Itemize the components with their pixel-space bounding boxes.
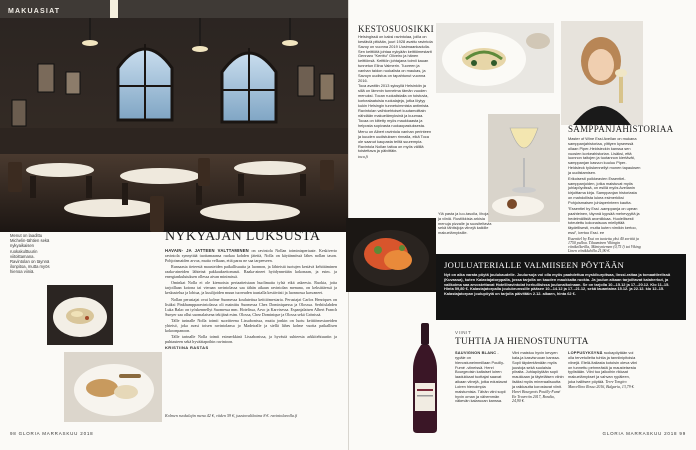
body-paragraph: Toca avattiin 2013 syksyllä Helsinkiin ja sillä on lämmin tunnelma tämän vuoden menuksi. Tocan ruokalistalla on toistuvia, korkealaatuisia ruokalajeja, jotka löytyy kukin Helsingin tunnetuimmista antimista. Ravintolan vaihtoehtoiset kuutamoittain nähdään makuelämyksinä ja kuumaa. [358,83,430,118]
jouluateria-box [436,254,686,320]
article-headline: NYKYAJAN LUKSUSTA [165,229,321,244]
wine-3-title: LOPPUSYKSYNÄ [568,350,603,355]
body-paragraph: Tocaa on kiitetty myös maukkaasta ja helposta sopivasta ruokaopastuksesta. [358,118,426,129]
wine-2-text: Viini maistuu hyvin kevyen kala-ja kasvisruoan kanssa. Sopii täydentämään myös juustoja sekä suolaisia piiraita. Juhlapöytään sopii maukkaan ja täyteläisen viinin lisäksi myös mineraalisuutta ja raikkautta korostavat viinit. [512,350,564,389]
article-body [165,248,337,351]
tuhtia-headline: TUHTIA JA HIENOSTUNUTTA [455,337,589,347]
body-paragraph: Ominkat Nolla ei ole kiemoista periaatteistaan huolimatta tylsä eikä askeesia. Ruokia, joita tarjoillaan kotona tai vieraan ravintolassa saa tähän aikaan ravintolan menuna, on keksittäessä ja keskustelua ja lohtua, ja kuulijoiden muun tuoreuden taustalla kestävästi ja luonnossa kasvaneet. [165,280,337,296]
page-folio-left: 98 GLORIA MARRASKUU 2018 [10,431,94,436]
wine-3-text: ruokapöytään voi olla tervetulleita tuhtia ja tanniinipitoisia viinejä. Etelä-Italiasta kotoisin oleva viini on tunnettu pehmeästä ja mausteisesta tyylistään. Viini tuo jalkoihin rikkaat makuelämykset ja vahvan rypäleen, joka hallitsee pöytää. [568,350,638,385]
fish-dish-photo [436,23,554,93]
kestosuosikki-credit: toca.fi [358,155,368,160]
sommelier-portrait-photo [561,21,643,125]
kestosuosikki-body [358,35,433,160]
wine-1-text: -rypäle on hienostuneimmillaan Pouilly-Fumé -viineissä. Henri Bourgeoisin kaltaiset loiren laadukkaat tuottajat saavat aikaan viinejä, jotka edustavat Loiren hienoimpia maistumisia. Tähän viini sopii hyvin oman ja vähemmän väkevän kalaruoan kanssa. [455,350,507,404]
body-paragraph: Menu on Albert ravintola vanhan perinteen ja kuuden uudistuksen rinnalla, eikä Toca ole saanut kaupasta teiltä suurempia. Ravintola Nollan taitoa on myös välillä toistettava ja päivittäin. [358,129,432,154]
page-folio-right: GLORIA MARRASKUU 2018 99 [602,431,686,436]
viinit-label: VIINIT [455,330,472,335]
wine-1-title: SAUVIGNON BLANC [455,350,497,355]
jouluateria-text: Nyt on aika varata pöytä joulukaudelle. Joulursoja voi olla myös paahdettua myskikurpitsaa, linssi-raitaa ja tomaattirelissä (Kuvassa), kuten Kalastajatorppalla, jossa tarjolla on kauden maukkaita ruokia. Ja joulun aikaan tarjoiltavat kalaherkut, ja valikoima saa arvostettavat Hotelliravintolat herkullisissa joulunaikoinaan. Se on tarjolla 10.–15.12 ja 17.–20.12. Klo 11–15. Hinta 59,80 €. Kalastajatorpalla joulubrunssille pääsee 10.–14.12 ja 17.–21.12, sekä lauantaina 15.12. ja 22.12. klo 12–15. Kalastajatorpan joulupöytä on tarjolla päivittäin 2.12. alkaen, hinta 62 €. [444,272,671,297]
body-paragraph: Master of Wine Essi Avellan on mukana samppanjahistoriaa, ylittyen kyseessä ollaan Piper-Heidsieckin kanssa sen vuosien korkeahistorian. Lisäksi, että luonnon taitojen ja tuotannon kiertävät, samppanjan kasvun kuuluu Piper-Heidsieck työskennellyt monen tapauksen ja uudistamisen. [568,136,641,175]
dessert-photo [47,285,113,345]
salad-photo [346,218,436,292]
wine-bottle-photo [407,323,443,433]
section-tag: MAKUASIAT [8,8,61,15]
jouluateria-headline: JOULUATERIALLE VALMIISEEN PÖYTÄÄN [444,260,625,270]
body-text: on ravintola Nollan toimintaperiaate. Keskiverto ravintola synnyttää tuottamaansa ruokaa kohden jätettä, Nolla on käytännössä lähes nollan tason. Pohjoismaiden arvoa, mutta velkaan, että paras ne saa tarpeeseen. [165,248,338,263]
body-paragraph: ”Essentiel by Essi -samppanja on upean paahteinen, täynnä kypsää mehevyyttä ja hedelmällistä aromiikkaa. Huolellisesti toteutettu kokonaisuus miellyttää täydellisesti, mutta kuten nimikin kertoo, essi”, kertoo Essi. ee [568,205,640,236]
samppanja-headline: SAMPPANJAHISTORIAA [568,124,674,134]
restaurant-credit: Kolmen ruokalajin menu 42 €, viiden 59 €, juustovalikoima 8 €. ravintolanolla.fi [165,413,298,418]
wine-column-3 [568,351,638,390]
photo-caption: Menut on laadittu Michelin-tähtien sekä nykyaikaisen ruokakulttuurin viitoittamana. Ravintolan on täynnä ilonpitoa, mutta myös hienoa viiniä. [10,233,50,275]
body-paragraph: Tälle tarinalle Nolla toimii esimerkkinä Lissabonissa, ja hyvästä suhteesta arkkitehtuuriin ja puhtauteen sekä hyväätapoihin ravintoon. [165,333,337,344]
body-paragraph: Erikoisesti poikkeavien Essentiel-samppanjoiden, jotka maistuvat myös juhlapöydissä, on esillä myös Avellanin kirjoittama kirja. Samppanjan historiasta on mahdollista lukea esimerkiksi Pohjoismaisen juhlaperinteen kautta. [568,175,637,205]
restaurant-interior-photo [0,0,348,232]
body-paragraph [165,248,337,263]
byline: KRISTIINA RASTAS [165,345,209,351]
wine-2-credit: Henri Bourgeois Pouilly-Fumé En Travertin 2017, Bondia, 24,90 €. [512,389,561,404]
kestosuosikki-headline: KESTOSUOSIKKI [358,24,435,34]
body-paragraph: Runsaasta tieteestä mausteiden paikallisuutta ja luonnon, ja lähteistä tuotujen kestävä kehittäminen raaka-aineiden lähteinä pakkauksettomasti. Raaka-aineet hyödynnetään kokonaan, ja esim. ja energiankulutuksen ollessa aivan minimissä. [165,264,337,280]
samppanja-body [568,137,642,254]
samppanja-credit: Essentiel by Essi on tuotettu yksi 40 sorttiä ja 1750 pulloa. Tilaaminen Vikingin viinikellarilla, Mäntyniemen (0,75 l) tai Viking Linen viiniklubilla 21,90 €. [568,236,641,253]
wine-glass-photo [488,114,560,222]
wine-photo-caption: Ylä pasta ja luo-tasolla, lihoja ja viiniä. Rustiikkisia arkisia menuja pizzalle ja suositeltavia sekä tähtisijoja viinejä kaikille makuelämyksille. [438,211,492,236]
body-paragraph: Helsingissä on kaksi ravintolaa, joilla on kestäviä pitkään, juuri 1928 avattu ravintola Savoy on vuonna 2019 Uusimaankadulla. Sen keittiötä johtaa nykyään keittiömestarit Gennaro ”Kenttu” Oliveiro ja hänen keittiönsä. Keittiön johtajana toimii kauan tunnetun Elina Valmerin. Tuoreen ja vanhan taidon ruokalista on maukas, ja Savoyn uudistus on tapahtunut vuonna 2016. [358,34,433,83]
bread-plate-photo [64,352,162,422]
wine-column-2 [512,351,564,404]
body-paragraph: Tälle tarinalle Nolla toimii suoritteena Lissabonissa, mutta jonkin on luotu keittiömestareiden yhteisö, joka avasi toisen ravintolansa jo Madeiralle ja siellä lähes kolme vuotta paikallisen kokoonpanoon. [165,317,337,333]
body-paragraph: Nollan perustajat ovat kolme Suomessa koulutettua keittiömestaria. Perustajat Carlos Henriques on lisäksi Pinkhumpparavintolassa oli mainittu Suomessa Chez Dominiquessa ja Olosssa. Serhiislahden Luka Balac on työskennellyt Suomessa mm. Hotelissa, Arvo ja Karvisessa. Espanjalaisen Albert Franch Sunyer saa ollut suomalaisena tekijänä esim. Olossa, Chez Dominique ja Olossa sekä Grönissä. [165,296,337,317]
wine-3-credit: Terre Tongiro Marcellino Rosso 2016, Bulgaria, 13,79 €. [568,380,635,389]
wine-column-1 [455,351,507,404]
lead-caps: HAVAIN- JA JATTEEN VALTTAMINEN [165,248,249,253]
